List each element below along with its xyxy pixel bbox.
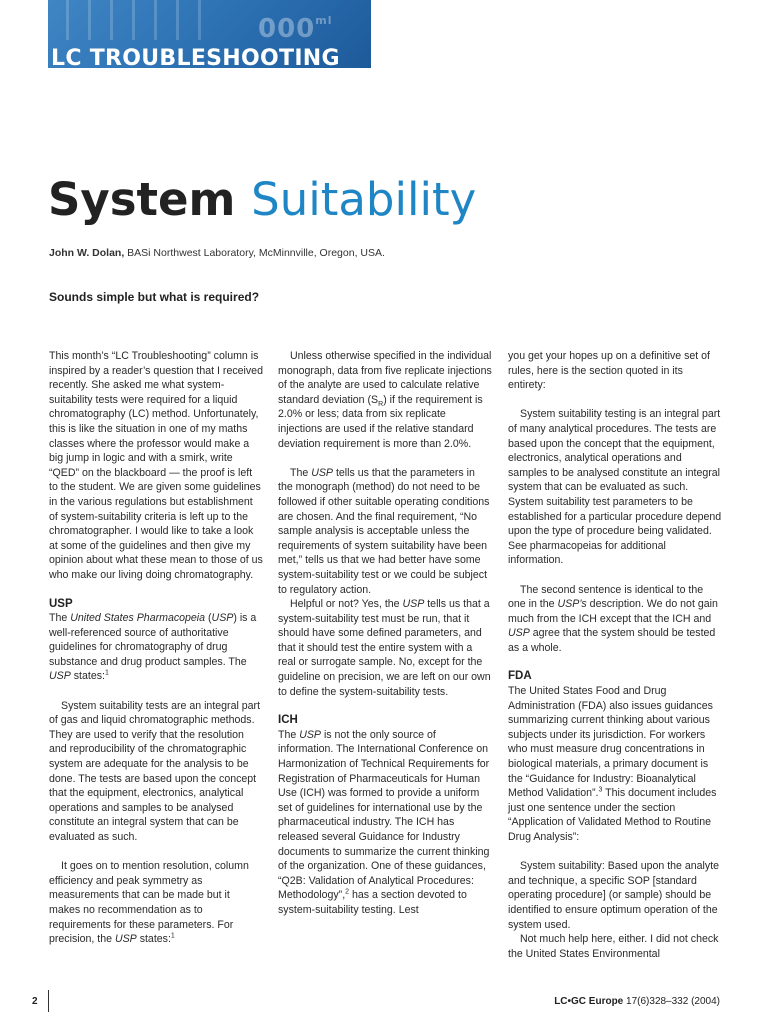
author-name: John W. Dolan, bbox=[49, 247, 125, 259]
subheading-ich: ICH bbox=[278, 714, 298, 727]
article-deck: Sounds simple but what is required? bbox=[49, 290, 260, 304]
article-title bbox=[48, 170, 476, 230]
banner-graduation-lines bbox=[66, 0, 216, 40]
page-number: 2 bbox=[32, 996, 38, 1007]
paragraph: Helpful or not? Yes, the USP tells us that a system-suitability test must be run, that it should have some defined parameters, and that it should test the entire system with a real or surrogate sample. No, except for the guideline on precision, we are left on our own to define the system-suitability tests. bbox=[278, 598, 491, 698]
paragraph: The United States Pharmacopeia (USP) is a well-referenced source of authoritative guidelines for chromatography of drug substance and drug product samples. The USP states:$^1$ bbox=[49, 612, 257, 683]
article-title-light: Suitability bbox=[251, 173, 477, 226]
paragraph: The United States Food and Drug Administration (FDA) also issues guidances summarizing current thinking about various subjects under its jurisdiction. For workers who must measure drug concentrations in biological materials, a primary document is the “Guidance for Industry: Bioanalytical Method Validation”.$^3$ This document includes just one sentence under the section “Application of Validated Method to Routine Drug Analysis”: bbox=[508, 685, 717, 843]
paragraph: Not much help here, either. I did not check the United States Environmental bbox=[508, 933, 719, 960]
author-affiliation: BASi Northwest Laboratory, McMinnville, Oregon, USA. bbox=[127, 247, 385, 259]
text-column-3 bbox=[508, 349, 722, 961]
banner-cylinder-marking bbox=[258, 14, 333, 44]
section-title: LC TROUBLESHOOTING bbox=[51, 46, 340, 71]
journal-citation bbox=[554, 996, 720, 1007]
banner-decor-number: 000 bbox=[258, 14, 316, 44]
paragraph: The second sentence is identical to the one in the USP’s description. We do not gain much from the ICH except that the ICH and USP agree that the system should be tested as a whole. bbox=[508, 583, 718, 654]
paragraph: The USP tells us that the parameters in the monograph (method) do not need to be followed if other suitable operating conditions are chosen. And the final requirement, “No sample analysis is acceptable unless the requirements of system suitability have been met,” tells us that we had better have some system-suitability test or we could be subject to regulatory action. bbox=[278, 466, 490, 596]
paragraph: The USP is not the only source of information. The International Conference on Harmonization of Technical Requirements for Registration of Pharmaceuticals for Human Use (ICH) was formed to provide a uniform set of guidelines for international use by the pharmaceutical industry. The ICH has released several Guidance for Industry documents to summarize the current thinking of the organization. One of these guidances, “Q2B: Validation of Analytical Procedures: Methodology”,$^2$ has a section devoted to system-suitability testing. Lest bbox=[278, 728, 490, 916]
block-quote: System suitability testing is an integral part of many analytical procedures. The tests are based upon the concept that the equipment, electronics, analytical operations and samples to be analysed constitute an integral system that can be evaluated as such. System suitability test parameters to be established for a particular procedure depend upon the type of procedure being validated. See pharmacopeias for additional information. bbox=[508, 408, 722, 567]
block-quote: System suitability: Based upon the analyte and technique, a specific SOP [standard operating procedure] (or sample) should be identified to ensure optimum operation of the system used. bbox=[508, 860, 720, 931]
subheading-fda: FDA bbox=[508, 670, 532, 683]
block-quote: Unless otherwise specified in the individual monograph, data from five replicate injections of the analyte are used to calculate relative standard deviation $(S_R)$ if the requirement is 2.0% or less; data from six replicate injections are used if the relative standard deviation requirement is more than 2.0%. bbox=[278, 350, 492, 450]
author-line bbox=[49, 247, 385, 259]
paragraph: you get your hopes up on a definitive set of rules, here is the section quoted in its entirety: bbox=[508, 350, 711, 392]
block-quote: System suitability tests are an integral part of gas and liquid chromatographic methods. They are used to verify that the resolution and reproducibility of the chromatographic system are adequate for the analysis to be done. The tests are based upon the concept that the equipment, electronics, analytical operations and samples to be analysed constitute an integral system that can be evaluated as such. bbox=[49, 699, 261, 843]
article-title-bold: System bbox=[48, 173, 236, 226]
subheading-usp: USP bbox=[49, 597, 73, 610]
footer-divider bbox=[48, 990, 49, 1012]
journal-issue: 17(6)328–332 (2004) bbox=[626, 996, 720, 1007]
banner-decor-unit: ml bbox=[315, 14, 333, 27]
text-column-1 bbox=[49, 349, 263, 947]
paragraph: It goes on to mention resolution, column efficiency and peak symmetry as measurements that can be made but it makes no recommendation as to requirements for these parameters. For precision, the USP states:$^1$ bbox=[49, 860, 249, 946]
text-column-2 bbox=[278, 349, 492, 918]
journal-name: LC•GC Europe bbox=[554, 996, 624, 1007]
paragraph: This month’s “LC Troubleshooting” column is inspired by a reader’s question that I received recently. She asked me what system-suitability tests were required for a liquid chromatography (LC) method. Unfortunately, this is like the situation in one of my maths classes where the professor would make a big jump in logic and with a smirk, write “QED” on the blackboard — the proof is left to the student. We are given some guidelines in the various regulations but establishment of system-suitability criteria is left up to the chromatographer. I would like to take a look at some of the guidelines and then give my opinion about what these mean to those of us who make our living doing chromatography. bbox=[49, 350, 263, 581]
